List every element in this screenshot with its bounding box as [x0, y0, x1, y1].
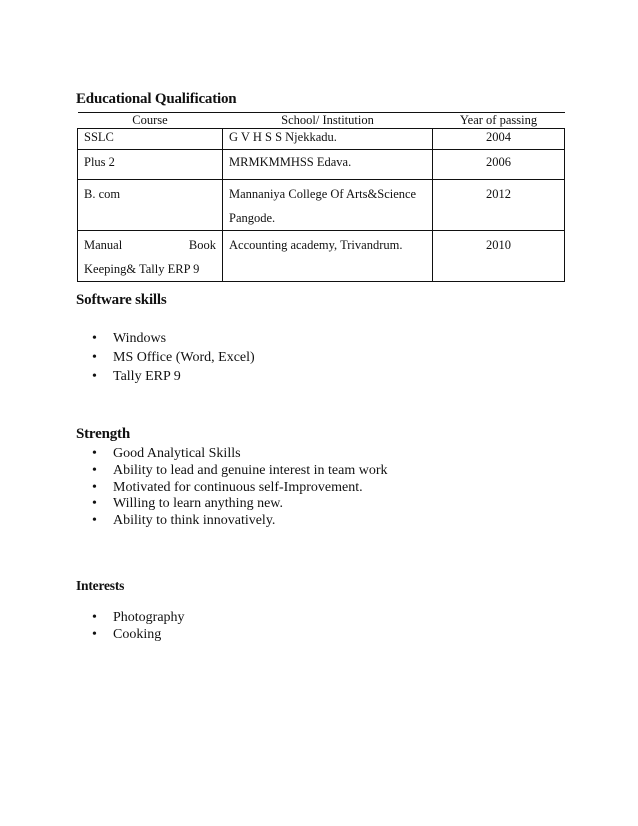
strength-list	[92, 446, 387, 530]
list-item: • Ability to lead and genuine interest in team work	[92, 463, 387, 480]
table-row	[78, 150, 565, 180]
course-cell: B. com	[78, 180, 223, 231]
institution-line: Pangode.	[229, 211, 276, 225]
institution-cell: MRMKMMHSS Edava.	[223, 150, 433, 180]
education-heading: Educational Qualification	[76, 91, 237, 107]
institution-cell	[223, 180, 433, 231]
list-item: • Motivated for continuous self-Improvement.	[92, 480, 387, 497]
list-item: • Photography	[92, 610, 185, 627]
table-row	[78, 231, 565, 282]
list-item: • Ability to think innovatively.	[92, 513, 387, 530]
column-header-year: Year of passing	[433, 113, 565, 129]
interests-heading: Interests	[76, 578, 125, 593]
institution-cell: Accounting academy, Trivandrum.	[223, 231, 433, 282]
course-word: Manual	[84, 238, 123, 252]
list-item: • Good Analytical Skills	[92, 446, 387, 463]
course-cell: SSLC	[78, 129, 223, 150]
list-item: • Willing to learn anything new.	[92, 496, 387, 513]
year-cell: 2006	[433, 150, 565, 180]
table-row	[78, 180, 565, 231]
education-table	[77, 112, 565, 282]
list-item: • MS Office (Word, Excel)	[92, 348, 255, 367]
software-skills-list	[92, 329, 255, 386]
list-item: • Cooking	[92, 627, 185, 644]
interests-list	[92, 610, 185, 644]
software-skills-heading: Software skills	[76, 292, 167, 308]
course-cell	[78, 231, 223, 282]
institution-cell: G V H S S Njekkadu.	[223, 129, 433, 150]
course-word: Book	[188, 238, 216, 252]
year-cell: 2004	[433, 129, 565, 150]
table-header-row	[78, 113, 565, 129]
table-row	[78, 129, 565, 150]
course-cell: Plus 2	[78, 150, 223, 180]
list-item: • Tally ERP 9	[92, 367, 255, 386]
column-header-institution: School/ Institution	[223, 113, 433, 129]
year-cell: 2010	[433, 231, 565, 282]
strength-heading: Strength	[76, 426, 130, 442]
column-header-course: Course	[78, 113, 223, 129]
course-line	[84, 233, 216, 257]
course-line: Keeping& Tally ERP 9	[84, 262, 200, 276]
year-cell: 2012	[433, 180, 565, 231]
institution-line: Mannaniya College Of Arts&Science	[229, 187, 417, 201]
list-item: • Windows	[92, 329, 255, 348]
